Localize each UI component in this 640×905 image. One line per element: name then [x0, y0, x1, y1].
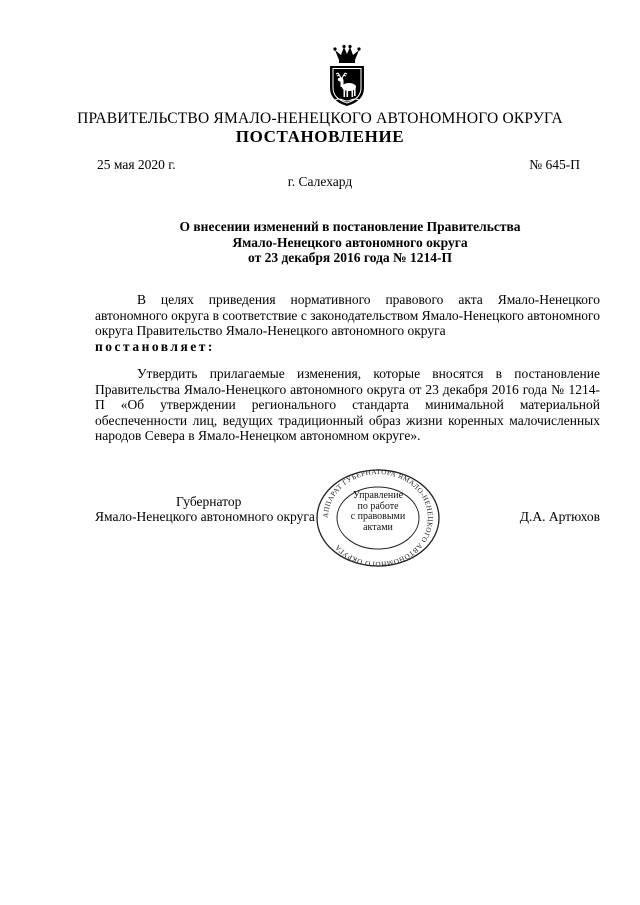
document-date: 25 мая 2020 г.	[97, 157, 176, 172]
title-line: от 23 декабря 2016 года № 1214-П	[248, 250, 452, 265]
stamp-inner-text	[340, 491, 416, 533]
stamp-line: по работе	[357, 500, 399, 512]
coat-of-arms-emblem	[327, 44, 367, 108]
organization-name: ПРАВИТЕЛЬСТВО ЯМАЛО-НЕНЕЦКОГО АВТОНОМНОГО ОКРУГА	[77, 110, 563, 127]
preamble-paragraph	[95, 292, 600, 354]
document-number: № 645-П	[529, 157, 580, 172]
title-line: Ямало-Ненецкого автономного округа	[232, 234, 468, 250]
preamble-text: В целях приведения нормативного правового акта Ямало-Ненецкого автономного округа в соответствие с законодательством Ямало-Ненецкого автономного округа Правительство Ямало-Ненецкого автономного округа	[95, 292, 600, 338]
stamp-line: Управление	[352, 490, 404, 501]
resolution-paragraph: Утвердить прилагаемые изменения, которые вносятся в постановление Правительства Ямало-Ненецкого автономного округа от 23 декабря 2016 года № 1214-П «Об утверждении регионального стандарта минимальной материальной обеспеченности лиц, ведущих традиционный образ жизни коренных малочисленных народов Севера в Ямало-Ненецком автономном округе».	[95, 366, 600, 443]
signatory-title: Губернатор	[176, 494, 242, 509]
resolves-word: постановляет:	[95, 338, 215, 354]
title-line: О внесении изменений в постановление Правительства	[179, 219, 521, 234]
document-title	[100, 219, 600, 266]
signatory-name: Д.А. Артюхов	[519, 509, 600, 524]
stamp-ring-text: АППАРАТ ГУБЕРНАТОРА ЯМАЛО-НЕНЕЦКОГО АВТОНОМНОГО ОКРУГА	[321, 468, 435, 568]
signatory-organization: Ямало-Ненецкого автономного округа	[95, 509, 315, 524]
document-type: ПОСТАНОВЛЕНИЕ	[235, 127, 405, 146]
stamp-line: с правовыми	[350, 511, 406, 522]
document-city: г. Салехард	[287, 174, 353, 189]
stamp-line: актами	[363, 521, 393, 533]
